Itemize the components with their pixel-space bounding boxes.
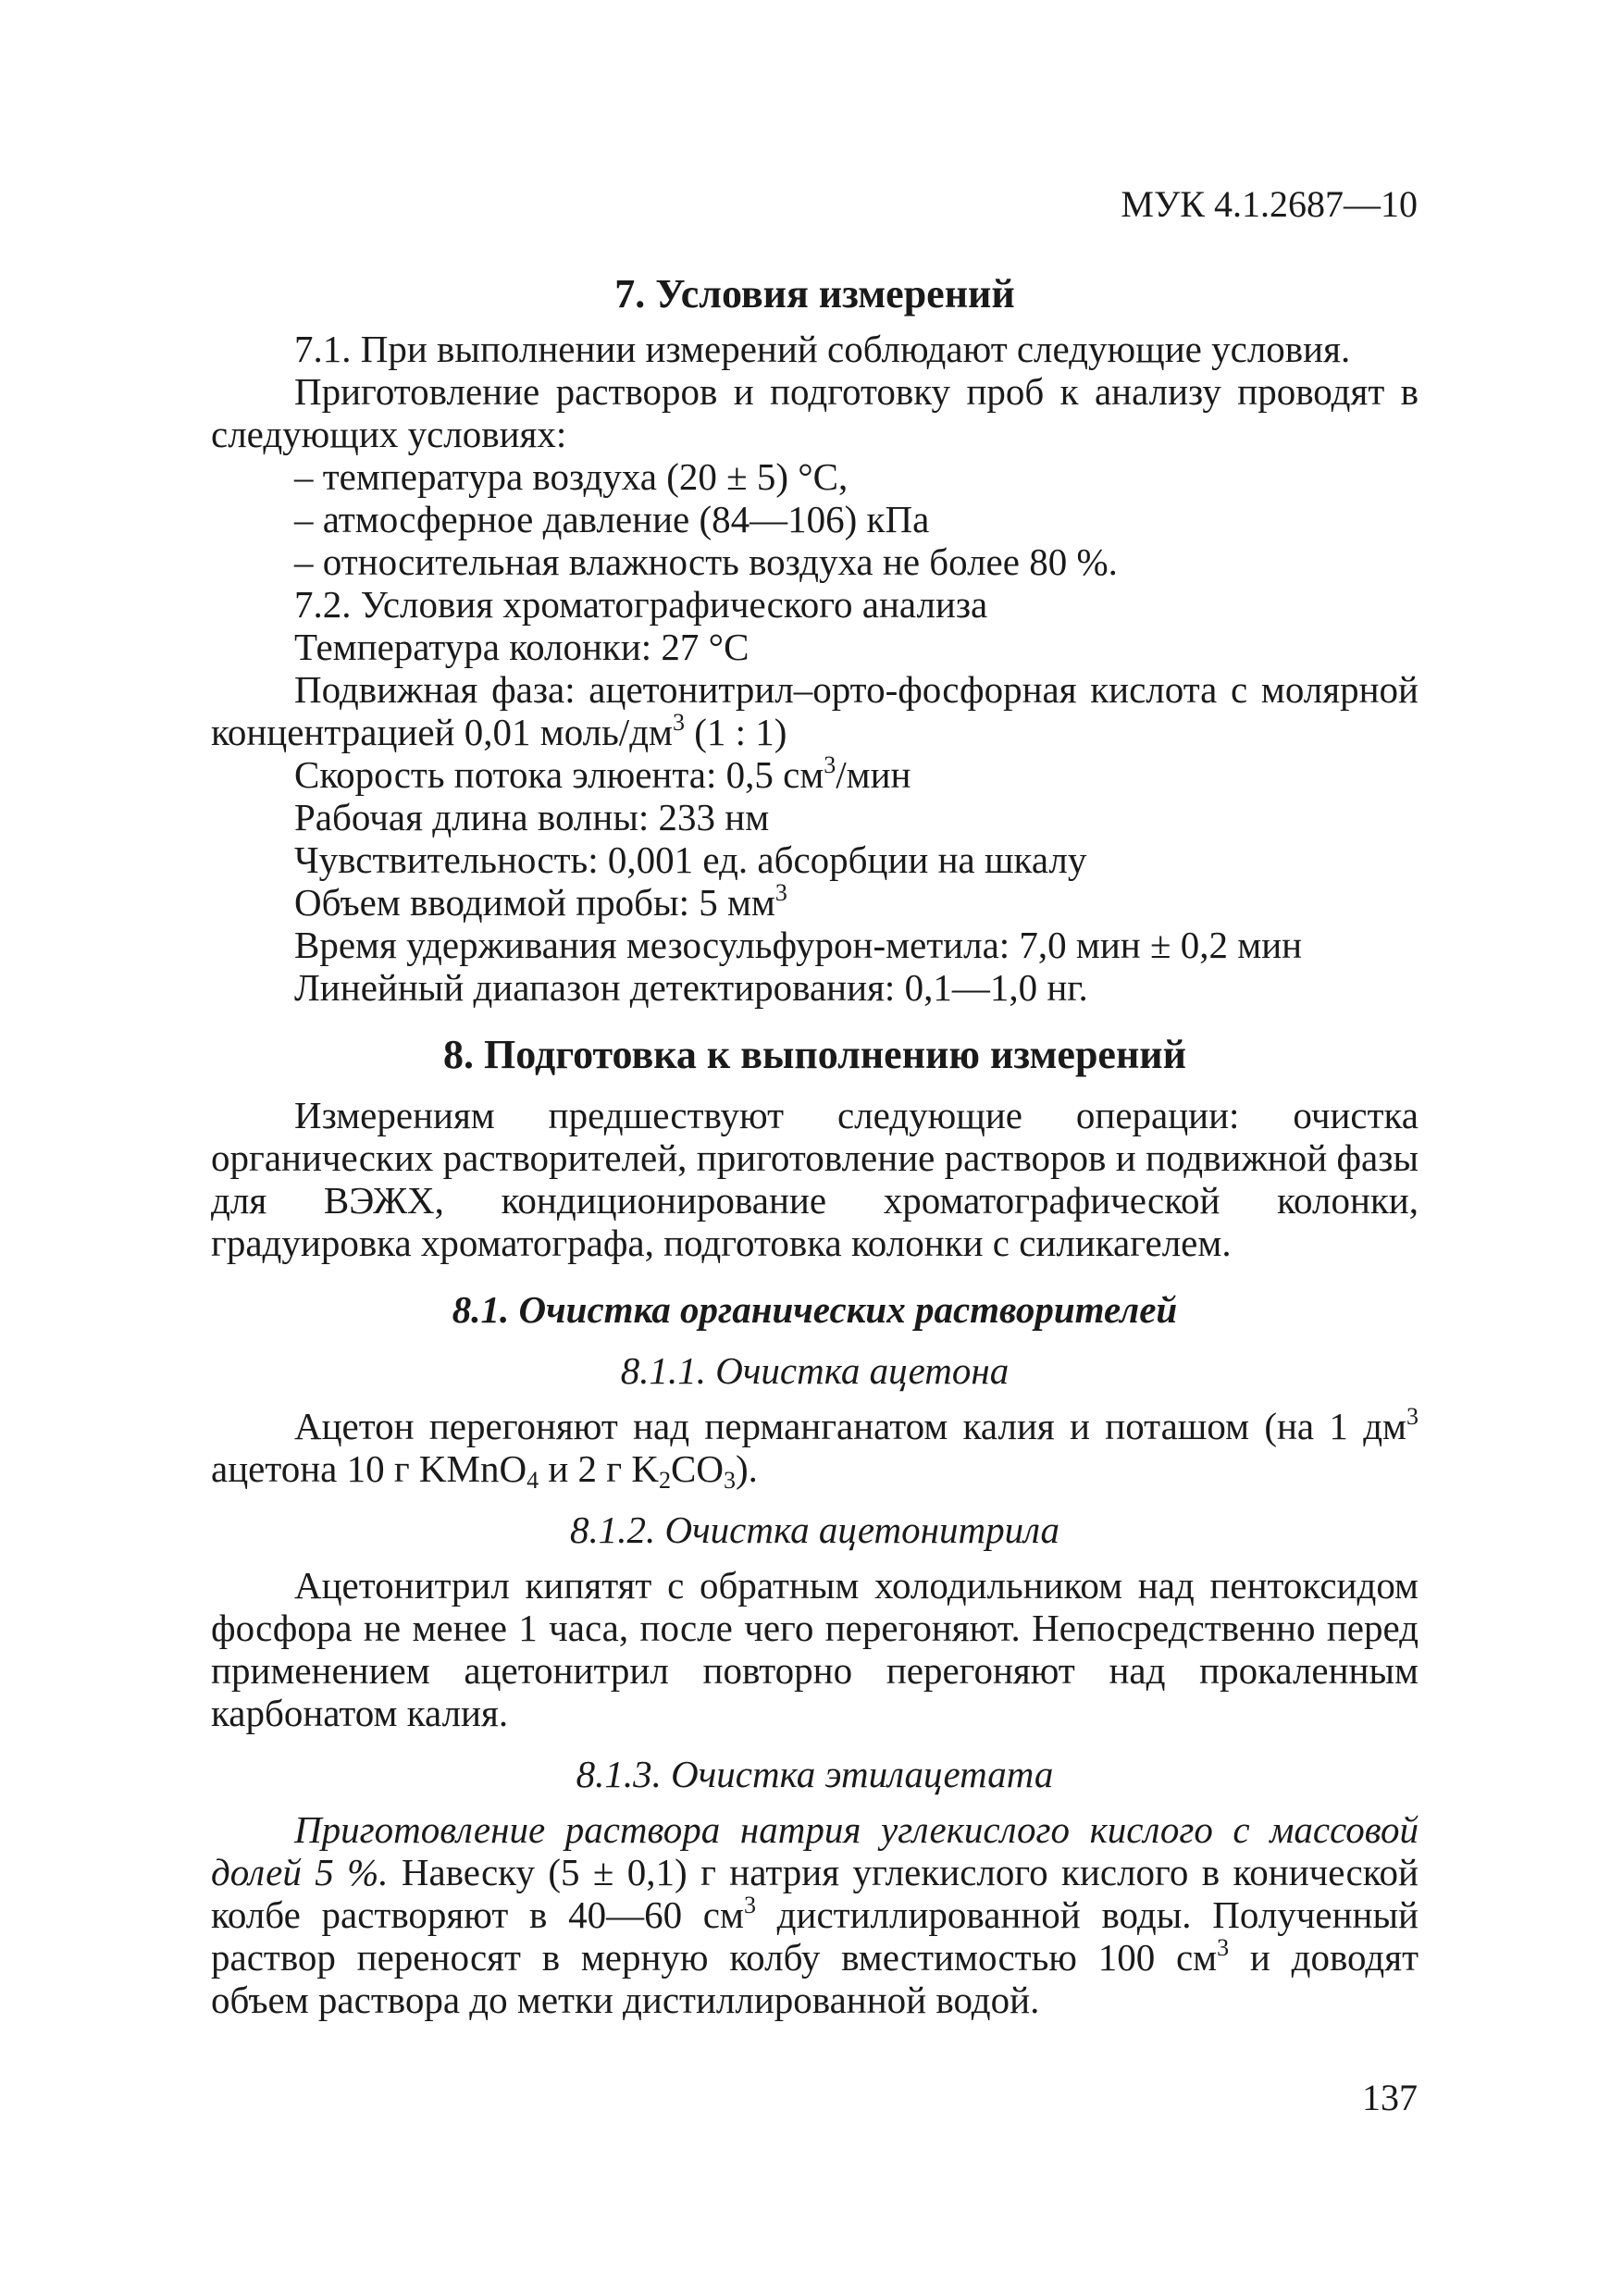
- document-code: МУК 4.1.2687—10: [1121, 183, 1418, 225]
- linear-range: Линейный диапазон детектирования: 0,1—1,0 нг.: [294, 966, 1088, 1009]
- column-temperature: Температура колонки: 27 °С: [294, 626, 750, 668]
- acetonitrile-cleaning-text: Ацетонитрил кипятят с обратным холодильником над пентоксидом фосфора не менее 1 часа, после чего перегоняют. Непосредственно перед применением ацетонитрил повторно перегоняют над прокаленным карбонатом калия.: [211, 1564, 1419, 1734]
- subsection-8-1-2-title: 8.1.2. Очистка ацетонитрила: [570, 1508, 1059, 1551]
- subsection-8-1-3-title: 8.1.3. Очистка этилацетата: [576, 1753, 1054, 1795]
- retention-time: Время удерживания мезосульфурон-метила: 7,0 мин ± 0,2 мин: [294, 924, 1303, 966]
- sensitivity: Чувствительность: 0,001 ед. абсорбции на шкалу: [294, 838, 1087, 881]
- subsection-8-1-title: 8.1. Очистка органических растворителей: [452, 1288, 1178, 1331]
- paragraph-7-2: 7.2. Условия хроматографического анализа: [294, 583, 988, 626]
- section-8-title: 8. Подготовка к выполнению измерений: [443, 1032, 1186, 1077]
- paragraph-preparation: Приготовление растворов и подготовку проб к анализу проводят в следующих условиях:: [211, 370, 1419, 455]
- condition-humidity: – относительная влажность воздуха не более 80 %.: [294, 540, 1118, 583]
- acetone-cleaning-text: Ацетон перегоняют над перманганатом калия и поташом (на 1 $дм^3$ ацетона 10 г KMnO$_4$ и 2 г $K_2CO_3$).: [211, 1403, 1419, 1494]
- wavelength: Рабочая длина волны: 233 нм: [294, 796, 770, 838]
- condition-pressure: – атмосферное давление (84—106) кПа: [294, 498, 930, 540]
- mobile-phase: Подвижная фаза: ацетонитрил–орто-фосфорная кислота с молярной концентрацией 0,01 моль/$дм^3$ (1 : 1): [211, 668, 1419, 753]
- section-7-title: 7. Условия измерений: [614, 271, 1015, 316]
- flow-rate: Скорость потока элюента: 0,5 $см^3$/мин: [294, 751, 911, 796]
- page-number: 137: [1362, 2077, 1418, 2118]
- page-content: [211, 268, 1419, 2021]
- ethyl-acetate-cleaning-text: Приготовление раствора натрия углекислого кислого с массовой долей 5 %. Навеску (5 ± 0,1) г натрия углекислого кислого в конической колбе растворяют в 40—60 $см^3$ дистиллированной воды. Полученный раствор переносят в мерную колбу вместимостью 100 $см^3$ и доводят объем раствора до метки дистиллированной водой.: [211, 1808, 1419, 2021]
- condition-temperature: – температура воздуха (20 ± 5) °С,: [294, 455, 849, 498]
- injection-volume: Объем вводимой пробы: 5 $мм^3$: [294, 879, 787, 924]
- section-8-intro: Измерениям предшествуют следующие операции: очистка органических растворителей, приготовление растворов и подвижной фазы для ВЭЖХ, кондиционирование хроматографической колонки, градуировка хроматографа, подготовка колонки с силикагелем.: [211, 1094, 1419, 1264]
- paragraph-7-1: 7.1. При выполнении измерений соблюдают следующие условия.: [294, 328, 1351, 370]
- subsection-8-1-1-title: 8.1.1. Очистка ацетона: [620, 1349, 1010, 1392]
